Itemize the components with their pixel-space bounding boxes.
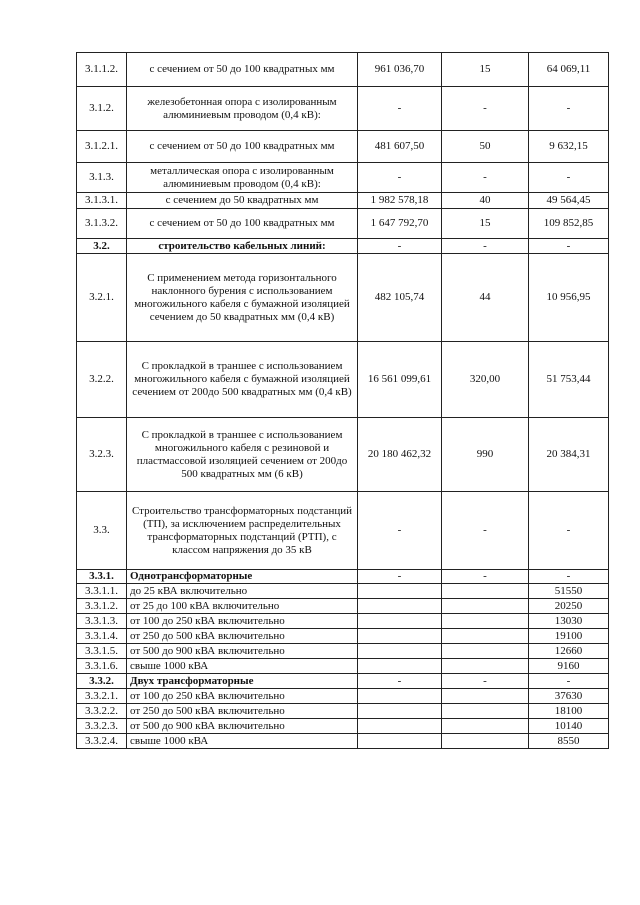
- row-value-cell: [358, 659, 442, 674]
- table-row: [77, 342, 609, 418]
- row-count-cell: 15: [442, 209, 529, 239]
- table-row: [77, 254, 609, 342]
- row-count-cell: -: [442, 570, 529, 584]
- row-description-cell: С прокладкой в траншее с использованием многожильного кабеля с бумажной изоляцией сечением от 200до 500 квадратных мм (0,4 кВ): [127, 342, 358, 418]
- row-count-cell: [442, 734, 529, 749]
- row-rate-cell: 13030: [529, 614, 609, 629]
- row-value-cell: [358, 614, 442, 629]
- rates-table: [76, 52, 609, 749]
- row-rate-cell: 64 069,11: [529, 53, 609, 87]
- row-value-cell: -: [358, 570, 442, 584]
- row-number-cell: 3.3.1.3.: [77, 614, 127, 629]
- row-number-cell: 3.3.1.5.: [77, 644, 127, 659]
- row-rate-cell: 51550: [529, 584, 609, 599]
- row-value-cell: 961 036,70: [358, 53, 442, 87]
- row-rate-cell: -: [529, 239, 609, 254]
- row-count-cell: [442, 689, 529, 704]
- table-row: [77, 193, 609, 209]
- row-description-cell: от 500 до 900 кВА включительно: [127, 719, 358, 734]
- row-rate-cell: 20250: [529, 599, 609, 614]
- table-row: [77, 734, 609, 749]
- row-number-cell: 3.1.3.2.: [77, 209, 127, 239]
- table-row: [77, 719, 609, 734]
- row-number-cell: 3.3.2.4.: [77, 734, 127, 749]
- row-number-cell: 3.1.2.: [77, 87, 127, 131]
- row-rate-cell: -: [529, 163, 609, 193]
- table-row: [77, 492, 609, 570]
- row-rate-cell: 109 852,85: [529, 209, 609, 239]
- row-count-cell: [442, 629, 529, 644]
- row-number-cell: 3.2.2.: [77, 342, 127, 418]
- row-number-cell: 3.2.1.: [77, 254, 127, 342]
- row-value-cell: [358, 584, 442, 599]
- row-count-cell: [442, 644, 529, 659]
- row-value-cell: -: [358, 163, 442, 193]
- row-number-cell: 3.3.1.2.: [77, 599, 127, 614]
- row-count-cell: -: [442, 239, 529, 254]
- row-description-cell: с сечением от 50 до 100 квадратных мм: [127, 131, 358, 163]
- row-number-cell: 3.3.2.3.: [77, 719, 127, 734]
- table-row: [77, 570, 609, 584]
- row-description-cell: от 250 до 500 кВА включительно: [127, 704, 358, 719]
- row-rate-cell: 20 384,31: [529, 418, 609, 492]
- row-description-cell: до 25 кВА включительно: [127, 584, 358, 599]
- row-value-cell: 1 647 792,70: [358, 209, 442, 239]
- row-description-cell: с сечением от 50 до 100 квадратных мм: [127, 53, 358, 87]
- table-row: [77, 87, 609, 131]
- row-value-cell: [358, 644, 442, 659]
- row-value-cell: [358, 629, 442, 644]
- row-number-cell: 3.3.2.: [77, 674, 127, 689]
- row-rate-cell: 37630: [529, 689, 609, 704]
- row-description-cell: от 500 до 900 кВА включительно: [127, 644, 358, 659]
- row-number-cell: 3.1.1.2.: [77, 53, 127, 87]
- row-count-cell: 50: [442, 131, 529, 163]
- row-count-cell: 44: [442, 254, 529, 342]
- table-row: [77, 131, 609, 163]
- table-row: [77, 659, 609, 674]
- row-rate-cell: 10 956,95: [529, 254, 609, 342]
- row-count-cell: 320,00: [442, 342, 529, 418]
- row-count-cell: 15: [442, 53, 529, 87]
- table-row: [77, 704, 609, 719]
- row-count-cell: [442, 584, 529, 599]
- row-value-cell: 482 105,74: [358, 254, 442, 342]
- row-description-cell: Однотрансформаторные: [127, 570, 358, 584]
- row-number-cell: 3.2.3.: [77, 418, 127, 492]
- row-number-cell: 3.1.3.: [77, 163, 127, 193]
- row-value-cell: 16 561 099,61: [358, 342, 442, 418]
- row-number-cell: 3.2.: [77, 239, 127, 254]
- row-rate-cell: 10140: [529, 719, 609, 734]
- row-count-cell: -: [442, 163, 529, 193]
- row-rate-cell: 9 632,15: [529, 131, 609, 163]
- row-rate-cell: -: [529, 492, 609, 570]
- row-description-cell: от 100 до 250 кВА включительно: [127, 689, 358, 704]
- row-value-cell: -: [358, 87, 442, 131]
- table-row: [77, 209, 609, 239]
- row-number-cell: 3.3.1.: [77, 570, 127, 584]
- row-description-cell: С применением метода горизонтального наклонного бурения с использованием многожильного кабеля с бумажной изоляцией сечением до 50 квадратных мм (0,4 кВ): [127, 254, 358, 342]
- row-count-cell: -: [442, 87, 529, 131]
- row-count-cell: [442, 659, 529, 674]
- row-value-cell: [358, 719, 442, 734]
- row-rate-cell: 18100: [529, 704, 609, 719]
- table-row: [77, 599, 609, 614]
- row-rate-cell: -: [529, 570, 609, 584]
- row-description-cell: свыше 1000 кВА: [127, 734, 358, 749]
- table-row: [77, 239, 609, 254]
- table-row: [77, 584, 609, 599]
- row-description-cell: свыше 1000 кВА: [127, 659, 358, 674]
- row-number-cell: 3.3.2.2.: [77, 704, 127, 719]
- row-value-cell: [358, 734, 442, 749]
- row-description-cell: от 100 до 250 кВА включительно: [127, 614, 358, 629]
- row-number-cell: 3.1.3.1.: [77, 193, 127, 209]
- row-description-cell: строительство кабельных линий:: [127, 239, 358, 254]
- table-row: [77, 689, 609, 704]
- row-description-cell: с сечением до 50 квадратных мм: [127, 193, 358, 209]
- row-rate-cell: -: [529, 674, 609, 689]
- row-value-cell: -: [358, 239, 442, 254]
- row-description-cell: металлическая опора с изолированным алюминиевым проводом (0,4 кВ):: [127, 163, 358, 193]
- table-row: [77, 163, 609, 193]
- table-row: [77, 644, 609, 659]
- row-value-cell: 20 180 462,32: [358, 418, 442, 492]
- row-rate-cell: 8550: [529, 734, 609, 749]
- row-rate-cell: 19100: [529, 629, 609, 644]
- row-rate-cell: 49 564,45: [529, 193, 609, 209]
- row-rate-cell: 51 753,44: [529, 342, 609, 418]
- row-count-cell: [442, 614, 529, 629]
- row-number-cell: 3.3.1.4.: [77, 629, 127, 644]
- row-count-cell: [442, 599, 529, 614]
- row-value-cell: -: [358, 492, 442, 570]
- row-rate-cell: -: [529, 87, 609, 131]
- row-number-cell: 3.3.2.1.: [77, 689, 127, 704]
- row-number-cell: 3.1.2.1.: [77, 131, 127, 163]
- table-row: [77, 53, 609, 87]
- table-row: [77, 418, 609, 492]
- row-count-cell: 40: [442, 193, 529, 209]
- row-count-cell: [442, 719, 529, 734]
- row-description-cell: Двух трансформаторные: [127, 674, 358, 689]
- row-count-cell: -: [442, 492, 529, 570]
- row-count-cell: 990: [442, 418, 529, 492]
- row-description-cell: Строительство трансформаторных подстанций (ТП), за исключением распределительных трансформаторных подстанций (РТП), с классом напряжения до 35 кВ: [127, 492, 358, 570]
- row-count-cell: [442, 704, 529, 719]
- row-number-cell: 3.3.1.1.: [77, 584, 127, 599]
- rates-table-body: [77, 53, 609, 749]
- row-rate-cell: 12660: [529, 644, 609, 659]
- row-description-cell: железобетонная опора с изолированным алюминиевым проводом (0,4 кВ):: [127, 87, 358, 131]
- row-number-cell: 3.3.1.6.: [77, 659, 127, 674]
- row-description-cell: С прокладкой в траншее с использованием многожильного кабеля с резиновой и пластмассовой изоляцией сечением от 200до 500 квадратных мм (6 кВ): [127, 418, 358, 492]
- row-description-cell: от 250 до 500 кВА включительно: [127, 629, 358, 644]
- row-value-cell: [358, 704, 442, 719]
- table-row: [77, 674, 609, 689]
- row-description-cell: с сечением от 50 до 100 квадратных мм: [127, 209, 358, 239]
- table-row: [77, 629, 609, 644]
- row-value-cell: [358, 599, 442, 614]
- row-value-cell: [358, 689, 442, 704]
- row-count-cell: -: [442, 674, 529, 689]
- row-number-cell: 3.3.: [77, 492, 127, 570]
- row-rate-cell: 9160: [529, 659, 609, 674]
- row-value-cell: 481 607,50: [358, 131, 442, 163]
- table-row: [77, 614, 609, 629]
- row-value-cell: 1 982 578,18: [358, 193, 442, 209]
- row-value-cell: -: [358, 674, 442, 689]
- row-description-cell: от 25 до 100 кВА включительно: [127, 599, 358, 614]
